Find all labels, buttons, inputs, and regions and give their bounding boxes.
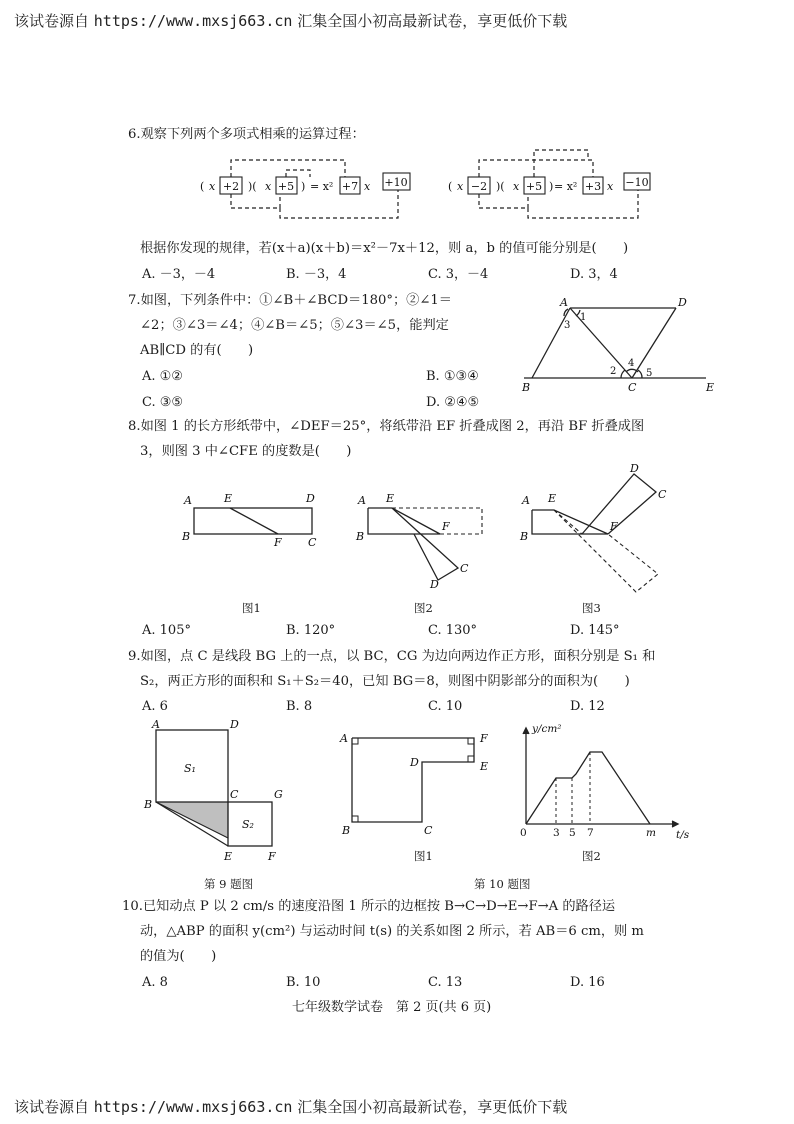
q8f2-d: D: [430, 578, 439, 591]
q9-option-a[interactable]: A. 6: [142, 699, 168, 714]
svg-text:)(: )(: [248, 180, 257, 193]
q8-option-a[interactable]: A. 105°: [142, 623, 191, 638]
q10-line2: 动，△ABP 的面积 y(cm²) 与运动时间 t(s) 的关系如图 2 所示，若 AB＝6 cm，则 m: [140, 924, 644, 939]
q7-angle-3: 3: [564, 320, 571, 331]
q8f3-d: D: [630, 462, 639, 475]
q8f3-c: C: [658, 488, 667, 501]
q8f2-a: A: [358, 494, 366, 507]
q6l-x2: x: [265, 180, 272, 193]
q6r-b: +5: [525, 180, 543, 193]
q6r-x2: x: [513, 180, 520, 193]
q6-option-a[interactable]: A. －3，－4: [142, 267, 216, 282]
q9-label-g: G: [274, 788, 283, 801]
q6r-x1: x: [457, 180, 464, 193]
q9-label-f: F: [268, 850, 276, 863]
q10f2-y-axis-label: y/cm²: [532, 723, 562, 735]
q7-line2: ∠2；③∠3＝∠4；④∠B＝∠5；⑤∠3＝∠5，能判定: [140, 318, 449, 333]
banner-url[interactable]: https://www.mxsj663.cn: [93, 12, 293, 30]
q9-figure: [138, 718, 310, 870]
q6-figure-left: [198, 148, 410, 234]
q8-line1: 8.如图 1 的长方形纸带中，∠DEF＝25°，将纸带沿 EF 折叠成图 2，再沿 BF 折叠成图: [128, 419, 645, 434]
q8-line2: 3，则图 3 中∠CFE 的度数是( ): [140, 444, 352, 459]
q6-option-d[interactable]: D. 3，4: [570, 267, 618, 282]
q6l-b: +5: [277, 180, 295, 193]
q8f1-f: F: [274, 536, 282, 549]
q6-figure-right: [446, 148, 652, 234]
q10f1-c: C: [424, 824, 433, 837]
q7-label-d: D: [678, 296, 687, 309]
q10f2-tick-5: 5: [569, 827, 576, 839]
q6l-x1: x: [209, 180, 216, 193]
banner-url[interactable]: https://www.mxsj663.cn: [93, 1098, 293, 1116]
q6-option-c[interactable]: C. 3，－4: [428, 267, 489, 282]
svg-text:(: (: [200, 180, 205, 193]
q10f2-tick-7: 7: [587, 827, 594, 839]
q8-caption-3: 图3: [582, 601, 601, 615]
banner-text-left: 该试卷源自: [14, 12, 94, 30]
q7-option-b[interactable]: B. ①③④: [426, 369, 479, 384]
page-footer: 七年级数学试卷 第 2 页(共 6 页): [292, 1000, 492, 1015]
q9-option-c[interactable]: C. 10: [428, 699, 463, 714]
q8-caption-1: 图1: [242, 601, 261, 615]
q8f3-f: F: [610, 520, 618, 533]
q7-label-c: C: [628, 381, 637, 394]
q9-label-a: A: [152, 718, 160, 731]
q7-option-d[interactable]: D. ②④⑤: [426, 395, 480, 410]
q10-fig1-caption: 图1: [414, 849, 433, 863]
q10-option-b[interactable]: B. 10: [286, 975, 321, 990]
svg-text:): ): [549, 180, 554, 193]
q8f2-c: C: [460, 562, 469, 575]
source-banner-top: [14, 10, 567, 31]
q8-figure-3: [518, 462, 668, 602]
q6r-eq: = x²: [554, 180, 578, 193]
q7-angle-5: 5: [646, 368, 653, 379]
q6-prompt: 根据你发现的规律，若(x＋a)(x＋b)＝x²－7x＋12，则 a，b 的值可能分别是( ): [140, 241, 629, 256]
banner-text-right: 汇集全国小初高最新试卷，享更低价下载: [292, 1098, 568, 1116]
q6-option-b[interactable]: B. －3，4: [286, 267, 347, 282]
q6l-mid: +7: [341, 180, 359, 193]
q9-caption: 第 9 题图: [204, 877, 254, 891]
q8-caption-2: 图2: [414, 601, 433, 615]
q10f1-d: D: [410, 756, 419, 769]
q10-figure-2: [516, 722, 696, 842]
q6r-mid: +3: [584, 180, 602, 193]
q6l-x3: x: [364, 180, 371, 193]
q8f1-a: A: [184, 494, 192, 507]
q8f3-e: E: [548, 492, 557, 505]
q6r-c: −10: [625, 176, 649, 189]
q6r-x3: x: [607, 180, 614, 193]
q10-option-a[interactable]: A. 8: [142, 975, 168, 990]
q8f3-b: B: [520, 530, 529, 543]
q10-option-d[interactable]: D. 16: [570, 975, 605, 990]
q10f1-b: B: [342, 824, 351, 837]
q7-figure: [510, 296, 722, 392]
q7-label-a: A: [560, 296, 568, 309]
q9-line2: S₂，两正方形的面积和 S₁＋S₂＝40，已知 BG＝8，则图中阴影部分的面积为( ): [140, 674, 630, 689]
q10f2-t-axis-label: t/s: [676, 829, 690, 841]
q9-label-e: E: [224, 850, 233, 863]
q7-option-c[interactable]: C. ③⑤: [142, 395, 184, 410]
q7-angle-1: 1: [580, 312, 587, 323]
q10f1-f: F: [480, 732, 488, 745]
svg-text:(: (: [448, 180, 453, 193]
q10f1-e: E: [480, 760, 489, 773]
q10-caption: 第 10 题图: [474, 877, 531, 891]
source-banner-bottom: [14, 1096, 567, 1117]
banner-text-left: 该试卷源自: [14, 1098, 94, 1116]
q8f1-d: D: [306, 492, 315, 505]
q8-figure-2: [354, 488, 486, 591]
q8f2-b: B: [356, 530, 365, 543]
q8-option-c[interactable]: C. 130°: [428, 623, 478, 638]
q10-option-c[interactable]: C. 13: [428, 975, 463, 990]
exam-page: [118, 90, 730, 1030]
q7-line1: 7.如图，下列条件中：①∠B＋∠BCD＝180°；②∠1＝: [128, 293, 452, 308]
banner-text-right: 汇集全国小初高最新试卷，享更低价下载: [292, 12, 568, 30]
q8f1-c: C: [308, 536, 317, 549]
q7-angle-2: 2: [610, 366, 617, 377]
q10f1-a: A: [340, 732, 348, 745]
svg-text:)(: )(: [496, 180, 505, 193]
q7-line3: AB∥CD 的有( ): [140, 343, 254, 358]
svg-text:): ): [301, 180, 306, 193]
q9-label-d: D: [230, 718, 239, 731]
q8-figure-1: [180, 488, 326, 550]
q6l-c: +10: [384, 176, 408, 189]
q10f2-tick-3: 3: [553, 827, 560, 839]
q10f2-tick-m: m: [646, 827, 656, 839]
q10-figure-1: [340, 730, 496, 840]
q8f3-a: A: [522, 494, 530, 507]
q6l-eq: = x²: [310, 180, 334, 193]
q7-label-b: B: [522, 381, 531, 394]
q9-label-s2: S₂: [242, 818, 254, 831]
q10-line1: 10.已知动点 P 以 2 cm/s 的速度沿图 1 所示的边框按 B→C→D→E→F→A 的路径运: [122, 899, 616, 914]
q8f1-e: E: [224, 492, 233, 505]
q8f1-b: B: [182, 530, 191, 543]
q10-line3: 的值为( ): [140, 949, 217, 964]
q8f2-e: E: [386, 492, 395, 505]
q9-option-b[interactable]: B. 8: [286, 699, 313, 714]
q10-fig2-caption: 图2: [582, 849, 601, 863]
q8-option-d[interactable]: D. 145°: [570, 623, 620, 638]
q7-option-a[interactable]: A. ①②: [142, 369, 183, 384]
q7-label-e: E: [706, 381, 715, 394]
q9-label-b: B: [144, 798, 153, 811]
q8f2-f: F: [442, 520, 450, 533]
q6-stem: 6.观察下列两个多项式相乘的运算过程：: [128, 127, 365, 142]
q9-label-s1: S₁: [184, 762, 196, 775]
q9-line1: 9.如图，点 C 是线段 BG 上的一点，以 BC，CG 为边向两边作正方形，面积分别是 S₁ 和: [128, 649, 656, 664]
q10f2-origin: 0: [520, 827, 527, 839]
q7-angle-4: 4: [628, 358, 635, 369]
q8-option-b[interactable]: B. 120°: [286, 623, 336, 638]
q9-option-d[interactable]: D. 12: [570, 699, 605, 714]
q6l-a: +2: [222, 180, 240, 193]
q6r-a: −2: [470, 180, 488, 193]
q9-label-c: C: [230, 788, 239, 801]
